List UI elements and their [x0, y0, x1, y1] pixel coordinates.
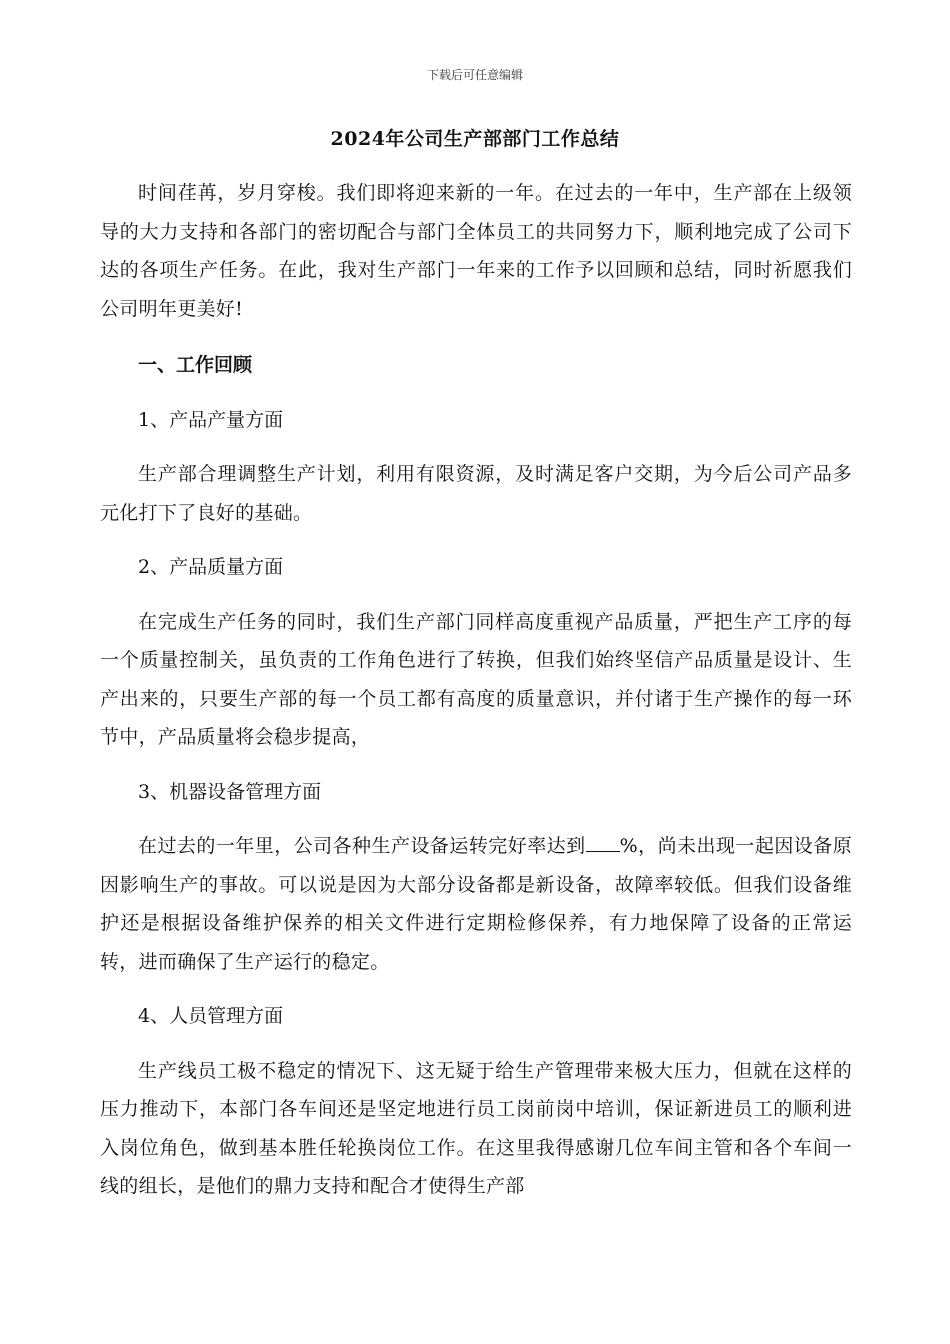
paragraph-quality: 在完成生产任务的同时，我们生产部门同样高度重视产品质量，严把生产工序的每一个质量控制关，虽负责的工作角色进行了转换，但我们始终坚信产品质量是设计、生产出来的，只要生产部的每一个员工都有高度的质量意识，并付诸于生产操作的每一环节中，产品质量将会稳步提高， — [100, 610, 852, 748]
paragraph-personnel: 生产线员工极不稳定的情况下、这无疑于给生产管理带来极大压力，但就在这样的压力推动下，本部门各车间还是坚定地进行员工岗前岗中培训，保证新进员工的顺利进入岗位角色，做到基本胜任轮换岗位工作。在这里我得感谢几位车间主管和各个车间一线的组长，是他们的鼎力支持和配合才使得生产部 — [100, 1059, 852, 1197]
paragraph-equipment — [100, 827, 852, 981]
document-title: 2024年公司生产部部门工作总结 — [330, 128, 620, 150]
subheading-quality: 2、产品质量方面 — [138, 556, 284, 578]
section-heading-work-review: 一、工作回顾 — [138, 354, 253, 376]
document-body — [100, 174, 852, 1206]
equipment-text-after: %，尚未出现一起因设备原因影响生产的事故。可以说是因为大部分设备都是新设备，故障率较低。但我们设备维护还是根据设备维护保养的相关文件进行定期检修保养，有力地保障了设备的正常运转，进而确保了生产运行的稳定。 — [100, 835, 853, 973]
subheading-output: 1、产品产量方面 — [138, 408, 284, 431]
equipment-text-before: 在过去的一年里，公司各种生产设备运转完好率达到 — [138, 835, 586, 857]
subheading-personnel: 4、人员管理方面 — [138, 1005, 284, 1027]
subheading-equipment: 3、机器设备管理方面 — [138, 780, 322, 803]
header-note: 下载后可任意编辑 — [426, 68, 523, 82]
blank-fill-line — [586, 850, 620, 852]
paragraph-output: 生产部合理调整生产计划，利用有限资源，及时满足客户交期，为今后公司产品多元化打下了良好的基础。 — [100, 463, 852, 524]
intro-paragraph: 时间荏苒，岁月穿梭。我们即将迎来新的一年。在过去的一年中，生产部在上级领导的大力支持和各部门的密切配合与部门全体员工的共同努力下，顺利地完成了公司下达的各项生产任务。在此，我对生产部门一年来的工作予以回顾和总结，同时祈愿我们公司明年更美好! — [100, 182, 852, 320]
